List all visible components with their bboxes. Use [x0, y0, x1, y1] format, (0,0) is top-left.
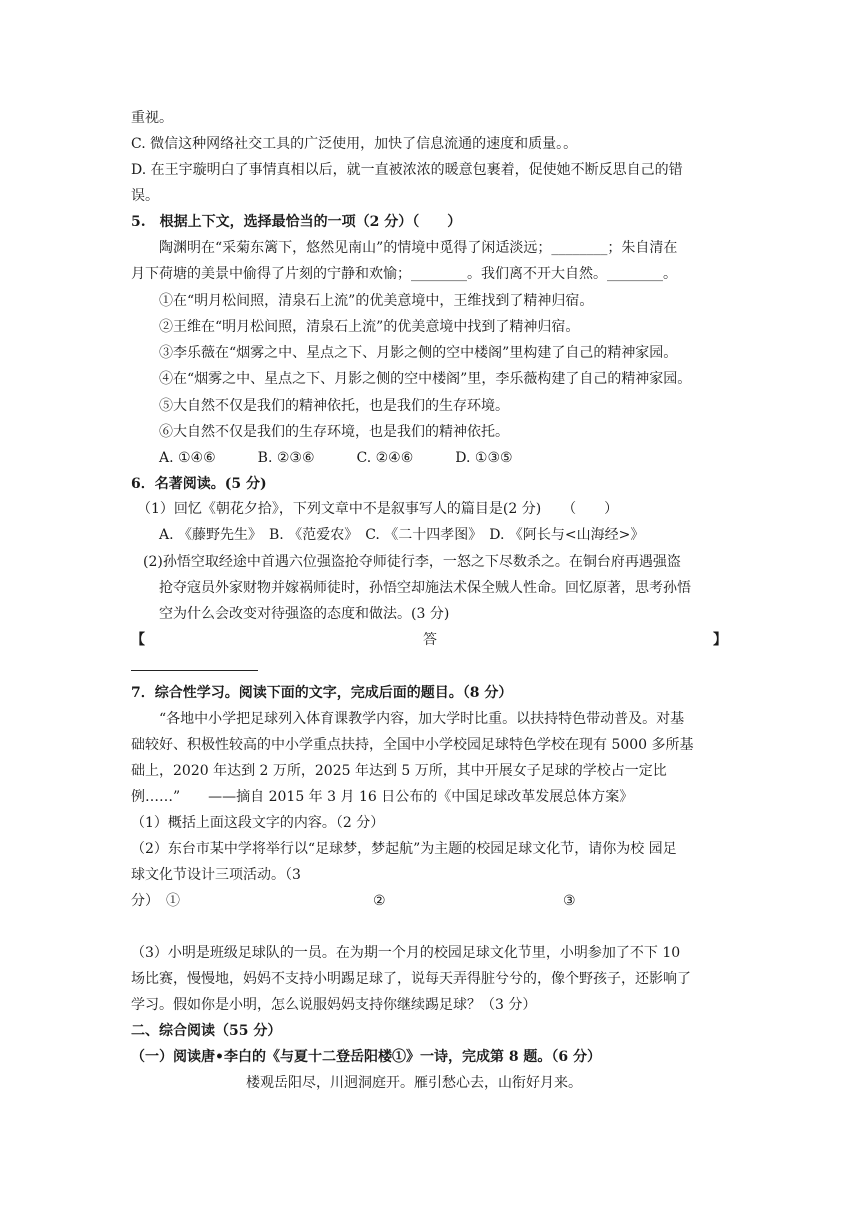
text-line: 重视。: [131, 110, 173, 126]
question-7-source: 例……” ——摘自 2015 年 3 月 16 日公布的《中国足球改革发展总体方案》: [131, 789, 634, 805]
answer-label: 答: [423, 632, 437, 648]
question-7-part-2: （2）东台市某中学将举行以“足球梦，梦起航”为主题的校园足球文化节，请你为校 园足: [131, 841, 677, 857]
activity-2-label: ②: [373, 893, 386, 909]
poem-line: 楼观岳阳尽，川迥洞庭开。雁引愁心去，山衔好月来。: [246, 1075, 582, 1091]
question-7-part-3: 学习。假如你是小明，怎么说服妈妈支持你继续踢足球？（3 分）: [131, 997, 537, 1013]
question-6-part-1: （1）回忆《朝花夕拾》，下列文章中不是叙事写人的篇目是(2 分) （ ）: [137, 501, 619, 517]
answer-underline: [131, 670, 258, 671]
section-2-part-1-title: （一）阅读唐•李白的《与夏十二登岳阳楼①》一诗，完成第 8 题。（6 分）: [131, 1049, 602, 1065]
question-5-option: ③李乐薇在“烟雾之中、星点之下、月影之侧的空中楼阁”里构建了自己的精神家园。: [159, 345, 678, 361]
question-6-part-1-choices: A. 《藤野先生》 B. 《范爱农》 C. 《二十四孝图》 D. 《阿长与<山海经>》: [159, 527, 645, 543]
section-2-title: 二、综合阅读（55 分）: [131, 1023, 282, 1039]
option-c: C. 微信这种网络社交工具的广泛使用，加快了信息流通的速度和质量。。: [131, 136, 578, 152]
activity-3-label: ③: [563, 893, 576, 909]
question-5-option: ①在“明月松间照，清泉石上流”的优美意境中，王维找到了精神归宿。: [159, 293, 594, 309]
question-7-part-1: （1）概括上面这段文字的内容。（2 分）: [131, 815, 385, 831]
question-6-part-2: 抢夺寇员外家财物并嫁祸师徒时，孙悟空却施法术保全贼人性命。回忆原著，思考孙悟: [159, 580, 691, 596]
question-6-title: 6．名著阅读。(5 分): [131, 476, 267, 492]
question-5-option: ⑥大自然不仅是我们的生存环境，也是我们的精神依托。: [159, 424, 509, 440]
question-5-option: ④在“烟雾之中、星点之下、月影之侧的空中楼阁”里，李乐薇构建了自己的精神家园。: [159, 371, 692, 387]
answer-bracket-left: 【: [131, 632, 145, 648]
question-7-passage: “各地中小学把足球列入体育课教学内容，加大学时比重。以扶持特色带动普及。对基: [159, 711, 685, 727]
question-5-title: 5. 根据上下文，选择最恰当的一项（2 分）（ ）: [131, 214, 462, 230]
question-6-part-2: 空为什么会改变对待强盗的态度和做法。(3 分): [159, 606, 450, 622]
question-5-option: ②王维在“明月松间照，清泉石上流”的优美意境中找到了精神归宿。: [159, 319, 580, 335]
text-line: 误。: [131, 188, 159, 204]
option-d: D. 在王宇璇明白了事情真相以后，就一直被浓浓的暖意包裹着，促使她不断反思自己的错: [131, 162, 683, 178]
question-5-passage: 月下荷塘的美景中偷得了片刻的宁静和欢愉；________。我们离不开大自然。________。: [131, 266, 677, 282]
question-7-part-3: （3）小明是班级足球队的一员。在为期一个月的校园足球文化节里，小明参加了不下 10: [131, 945, 681, 961]
question-6-part-2: (2)孙悟空取经途中首遇六位强盗抢夺师徒行李，一怒之下尽数杀之。在铜台府再遇强盗: [143, 554, 681, 570]
answer-bracket-right: 】: [713, 632, 727, 648]
question-7-part-2: 球文化节设计三项活动。（3: [131, 867, 301, 883]
question-5-option: ⑤大自然不仅是我们的精神依托，也是我们的生存环境。: [159, 398, 509, 414]
activity-1-label: 分） ①: [131, 893, 180, 909]
question-7-part-3: 场比赛，慢慢地，妈妈不支持小明踢足球了，说每天弄得脏兮兮的，像个野孩子，还影响了: [131, 971, 691, 987]
question-7-passage: 础较好、积极性较高的中小学重点扶持，全国中小学校园足球特色学校在现有 5000 多所基: [131, 737, 694, 753]
question-7-title: 7．综合性学习。阅读下面的文字，完成后面的题目。（8 分）: [131, 685, 513, 701]
question-7-passage: 础上，2020 年达到 2 万所，2025 年达到 5 万所，其中开展女子足球的学校占一定比: [131, 763, 667, 779]
question-5-choices: A. ①④⑥ B. ②③⑥ C. ②④⑥ D. ①③⑤: [159, 450, 513, 466]
question-5-passage: 陶渊明在“采菊东篱下，悠然见南山”的情境中觅得了闲适淡远；________；朱自清在: [159, 240, 678, 256]
